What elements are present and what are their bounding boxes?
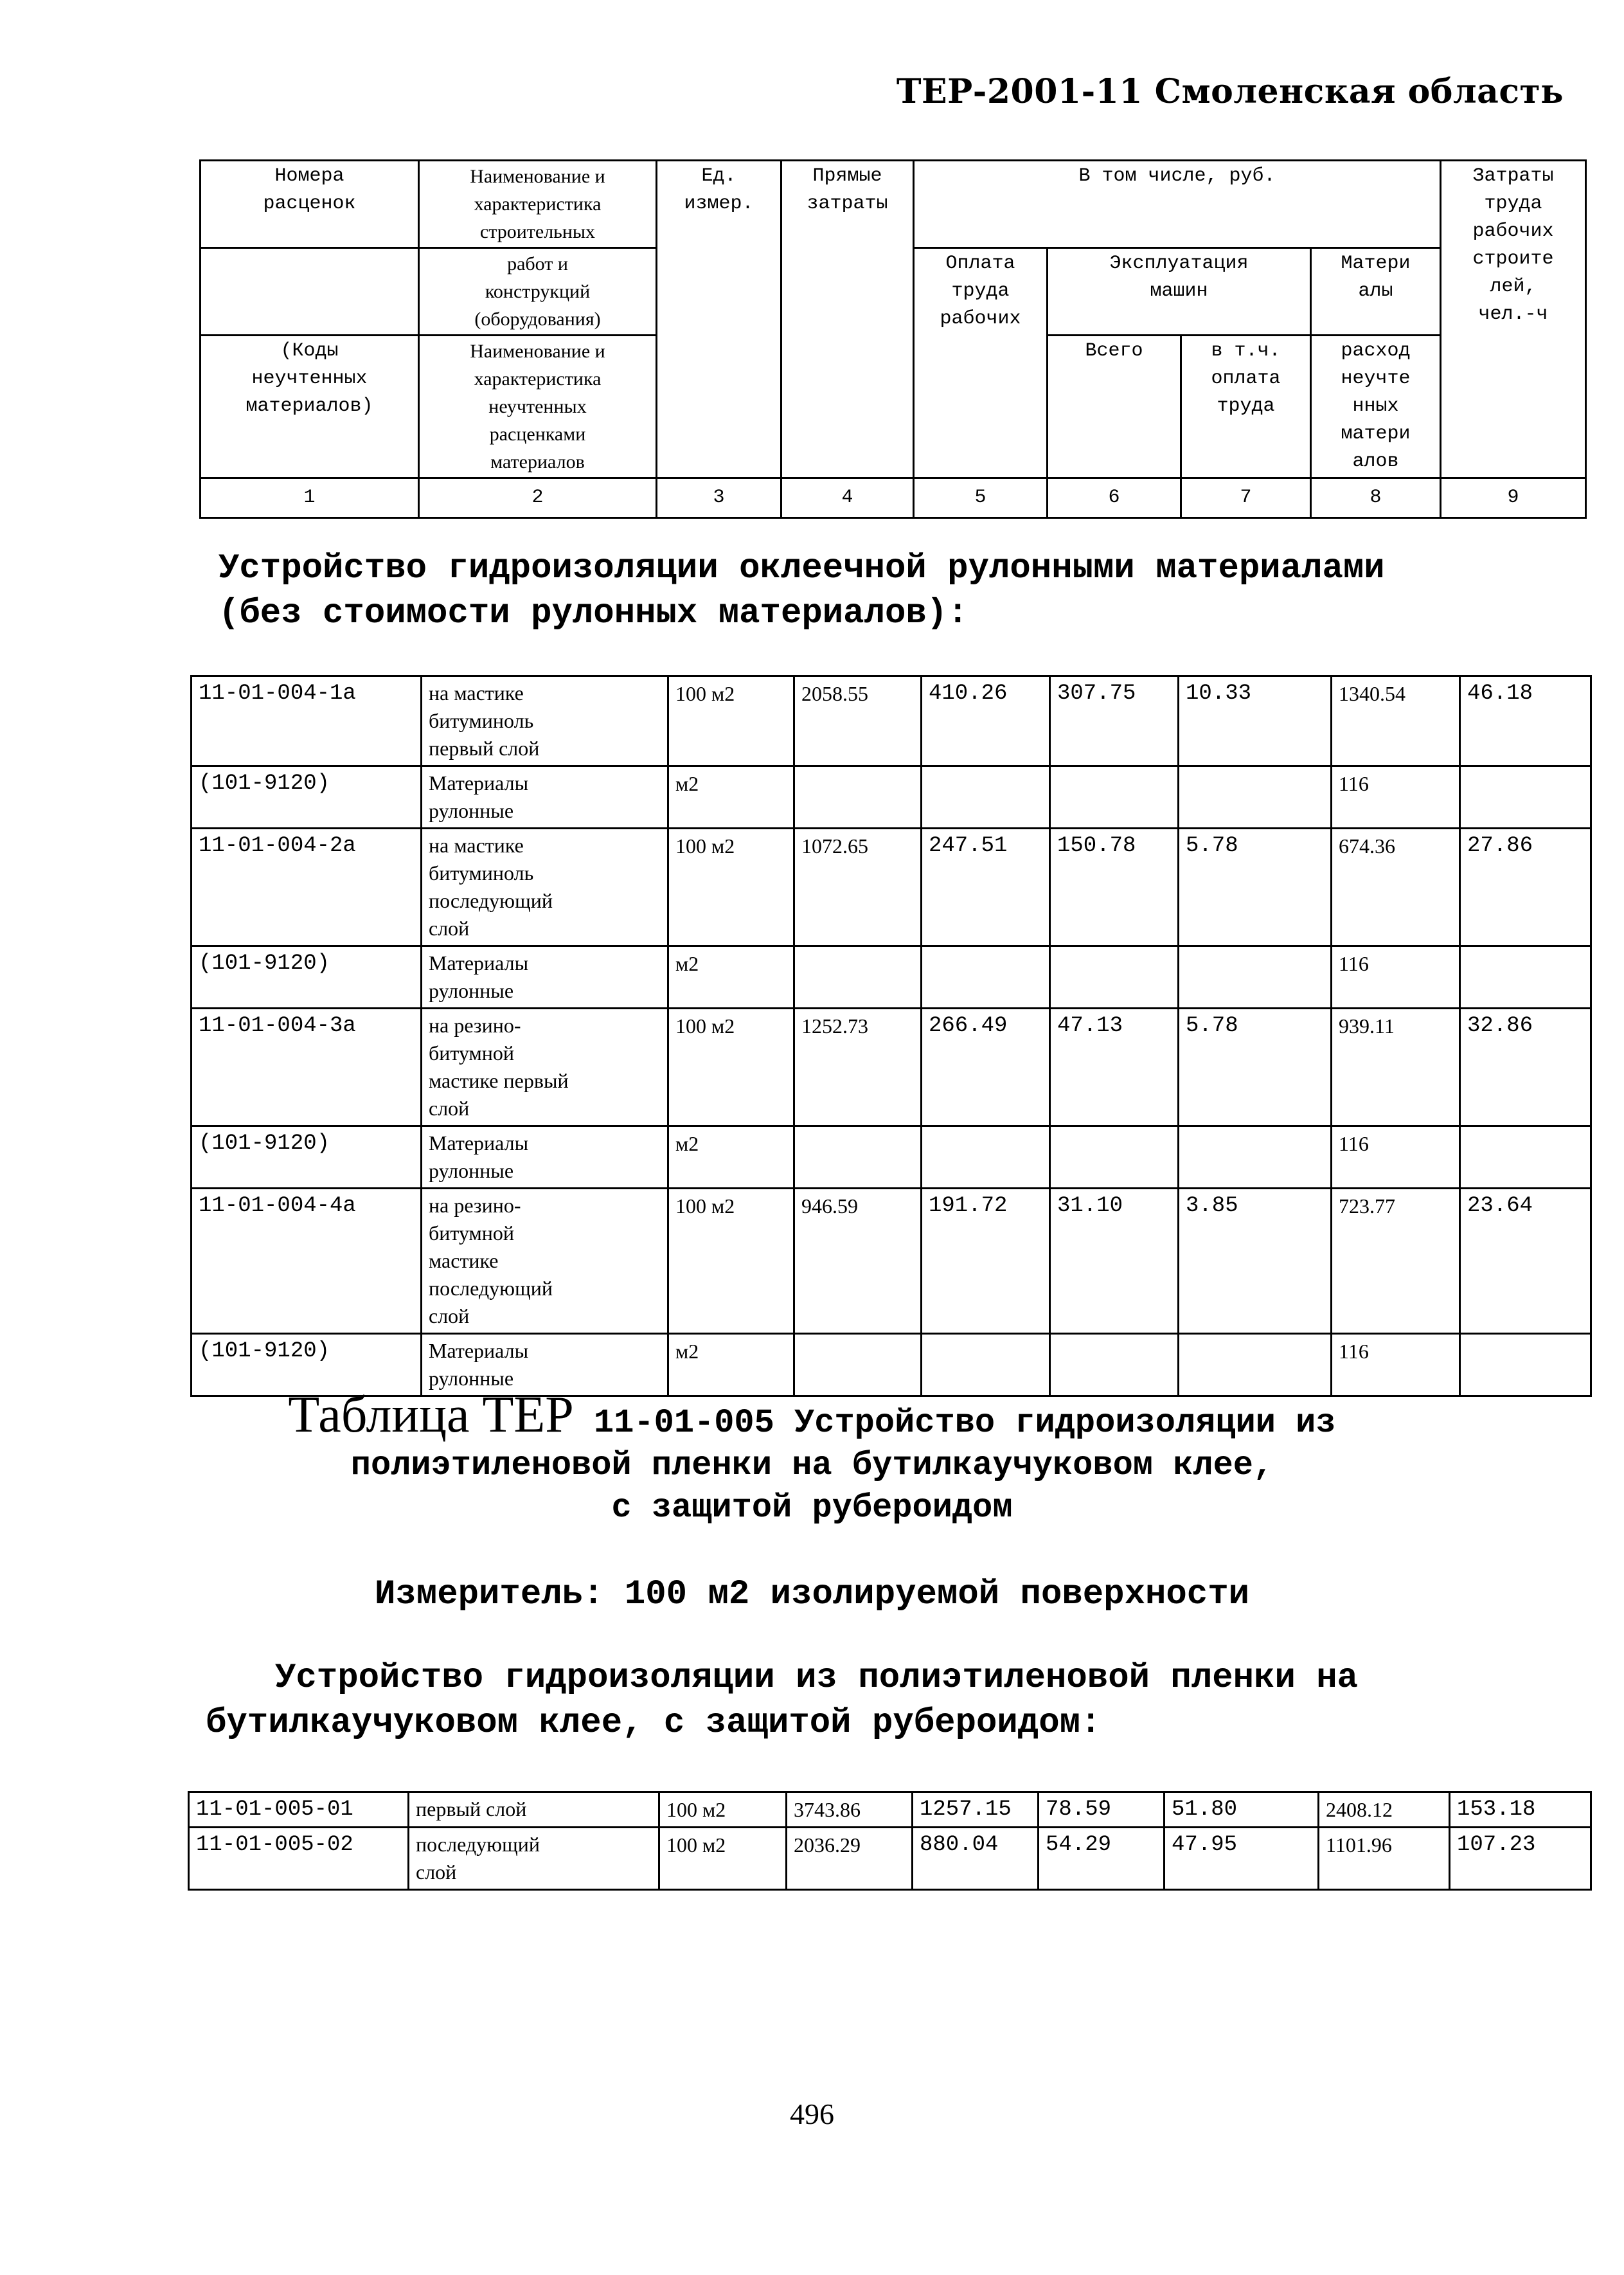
cell-machine-wages: 5.78 (1179, 829, 1332, 946)
col-number: 1 (201, 478, 419, 518)
cell-wages: 880.04 (913, 1828, 1039, 1890)
cell-unit: 100 м2 (668, 1189, 794, 1334)
rates-table-004 (190, 675, 1592, 1397)
rates-table-005 (188, 1791, 1592, 1891)
col-wages-header: Оплата труда рабочих (914, 248, 1048, 478)
cell-direct (794, 1334, 922, 1396)
cell-name: на резино- битумной мастике первый слой (422, 1009, 668, 1126)
cell-machines: 54.29 (1039, 1828, 1164, 1890)
section2-title: Устройство гидроизоляции из полиэтиленовой пленки на бутилкаучуковом клее, с защитой рубероидом: (206, 1659, 1359, 1743)
cell-materials: 1101.96 (1319, 1828, 1450, 1890)
cell-direct (794, 946, 922, 1009)
cell-wages: 247.51 (922, 829, 1050, 946)
cell-name: Материалы рулонные (422, 946, 668, 1009)
col-machine-wages-header: в т.ч. оплата труда (1181, 336, 1311, 478)
cell-labor: 27.86 (1460, 829, 1591, 946)
cell-direct (794, 1126, 922, 1189)
cell-machines (1050, 946, 1179, 1009)
table-row (192, 1189, 1591, 1334)
cell-unit: м2 (668, 1126, 794, 1189)
col-number: 9 (1441, 478, 1586, 518)
cell-wages (922, 766, 1050, 829)
page-number: 496 (790, 2098, 834, 2130)
col-materials-header: Матери алы (1311, 248, 1441, 336)
cell-materials: 116 (1332, 1126, 1460, 1189)
table-row (192, 946, 1591, 1009)
col-material-consumption-header: расход неучте нных матери алов (1311, 336, 1441, 478)
cell-code: 11-01-004-4а (192, 1189, 422, 1334)
cell-materials: 116 (1332, 766, 1460, 829)
col-number: 8 (1311, 478, 1441, 518)
section1-title: Устройство гидроизоляции оклеечной рулонными материалами (без стоимости рулонных материалов): (219, 549, 1385, 633)
cell-labor (1460, 1334, 1591, 1396)
table-row (189, 1792, 1591, 1828)
running-header: ТЕР-2001-11 Смоленская область (896, 72, 1564, 111)
cell-unit: 100 м2 (659, 1828, 787, 1890)
col-number: 4 (781, 478, 914, 518)
cell-machine-wages: 5.78 (1179, 1009, 1332, 1126)
cell-machines: 150.78 (1050, 829, 1179, 946)
cell-labor (1460, 946, 1591, 1009)
cell-direct (794, 766, 922, 829)
cell-machine-wages: 3.85 (1179, 1189, 1332, 1334)
cell-machine-wages: 51.80 (1164, 1792, 1319, 1828)
cell-code: (101-9120) (192, 946, 422, 1009)
col-direct-cost-header: Прямые затраты (781, 161, 914, 478)
col-number: 7 (1181, 478, 1311, 518)
cell-labor (1460, 766, 1591, 829)
cell-unit: 100 м2 (659, 1792, 787, 1828)
cell-code: (101-9120) (192, 766, 422, 829)
cell-machines (1050, 1126, 1179, 1189)
cell-code: 11-01-004-2а (192, 829, 422, 946)
cell-labor: 107.23 (1450, 1828, 1591, 1890)
cell-machine-wages (1179, 766, 1332, 829)
cell-wages (922, 946, 1050, 1009)
cell-direct: 2036.29 (787, 1828, 913, 1890)
cell-direct: 1252.73 (794, 1009, 922, 1126)
cell-name: Материалы рулонные (422, 1126, 668, 1189)
measure-line: Измеритель: 100 м2 изолируемой поверхности (374, 1575, 1250, 1614)
col-number: 6 (1048, 478, 1181, 518)
cell-name: Материалы рулонные (422, 766, 668, 829)
cell-machine-wages (1179, 946, 1332, 1009)
col-in-total-header: В том числе, руб. (914, 161, 1441, 248)
col-unit-header: Ед. измер. (657, 161, 781, 478)
cell-name: на резино- битумной мастике последующий слой (422, 1189, 668, 1334)
col-work-name-header-cont: работ и конструкций (оборудования) (419, 248, 657, 336)
cell-materials: 1340.54 (1332, 676, 1460, 766)
cell-code: 11-01-004-1а (192, 676, 422, 766)
cell-direct: 946.59 (794, 1189, 922, 1334)
column-header-table (199, 159, 1587, 519)
cell-machines: 78.59 (1039, 1792, 1164, 1828)
cell-wages: 266.49 (922, 1009, 1050, 1126)
cell-unit: 100 м2 (668, 676, 794, 766)
cell-code: (101-9120) (192, 1126, 422, 1189)
cell-labor: 46.18 (1460, 676, 1591, 766)
cell-name: на мастике битуминоль последующий слой (422, 829, 668, 946)
col-machines-header: Эксплуатация машин (1048, 248, 1311, 336)
table-title: Таблица ТЕР 11-01-005 Устройство гидроизоляции из полиэтиленовой пленки на бутилкаучуковом клее, с защитой рубероидом (288, 1387, 1336, 1527)
cell-labor: 32.86 (1460, 1009, 1591, 1126)
col-material-name-header: Наименование и характеристика неучтенных расценками материалов (419, 336, 657, 478)
cell-code: 11-01-005-01 (189, 1792, 409, 1828)
col-work-name-header: Наименование и характеристика строительных (419, 161, 657, 248)
cell-materials: 2408.12 (1319, 1792, 1450, 1828)
cell-labor (1460, 1126, 1591, 1189)
cell-machines: 307.75 (1050, 676, 1179, 766)
col-machines-total-header: Всего (1048, 336, 1181, 478)
cell-materials: 674.36 (1332, 829, 1460, 946)
cell-name: Материалы рулонные (422, 1334, 668, 1396)
cell-code: 11-01-005-02 (189, 1828, 409, 1890)
col-number: 5 (914, 478, 1048, 518)
cell-code: 11-01-004-3а (192, 1009, 422, 1126)
col-labor-header: Затраты труда рабочих строите лей, чел.-ч (1441, 161, 1586, 478)
table-row (189, 1828, 1591, 1890)
cell-direct: 1072.65 (794, 829, 922, 946)
cell-direct: 3743.86 (787, 1792, 913, 1828)
cell-machines: 47.13 (1050, 1009, 1179, 1126)
cell-unit: м2 (668, 766, 794, 829)
cell-name: последующий слой (409, 1828, 659, 1890)
col-number: 3 (657, 478, 781, 518)
cell-machine-wages (1179, 1126, 1332, 1189)
cell-machines (1050, 1334, 1179, 1396)
table-row (192, 676, 1591, 766)
col-number: 2 (419, 478, 657, 518)
cell-wages: 1257.15 (913, 1792, 1039, 1828)
cell-materials: 939.11 (1332, 1009, 1460, 1126)
cell-machine-wages (1179, 1334, 1332, 1396)
cell-name: первый слой (409, 1792, 659, 1828)
cell-unit: 100 м2 (668, 829, 794, 946)
cell-name: на мастике битуминоль первый слой (422, 676, 668, 766)
cell-wages: 191.72 (922, 1189, 1050, 1334)
table-row (192, 1126, 1591, 1189)
table-row (192, 829, 1591, 946)
table-row (192, 1009, 1591, 1126)
cell-wages (922, 1334, 1050, 1396)
cell-code: (101-9120) (192, 1334, 422, 1396)
cell-materials: 723.77 (1332, 1189, 1460, 1334)
cell-wages: 410.26 (922, 676, 1050, 766)
col-price-number-header: Номера расценок (201, 161, 419, 248)
col-price-number-header-filler (201, 248, 419, 336)
cell-machines (1050, 766, 1179, 829)
cell-wages (922, 1126, 1050, 1189)
cell-machine-wages: 47.95 (1164, 1828, 1319, 1890)
cell-unit: м2 (668, 1334, 794, 1396)
cell-unit: 100 м2 (668, 1009, 794, 1126)
cell-machine-wages: 10.33 (1179, 676, 1332, 766)
cell-materials: 116 (1332, 1334, 1460, 1396)
cell-labor: 23.64 (1460, 1189, 1591, 1334)
table-row (192, 766, 1591, 829)
col-material-codes-header: (Коды неучтенных материалов) (201, 336, 419, 478)
cell-unit: м2 (668, 946, 794, 1009)
cell-machines: 31.10 (1050, 1189, 1179, 1334)
table-title-prefix: Таблица ТЕР (288, 1387, 574, 1443)
cell-labor: 153.18 (1450, 1792, 1591, 1828)
cell-materials: 116 (1332, 946, 1460, 1009)
cell-direct: 2058.55 (794, 676, 922, 766)
